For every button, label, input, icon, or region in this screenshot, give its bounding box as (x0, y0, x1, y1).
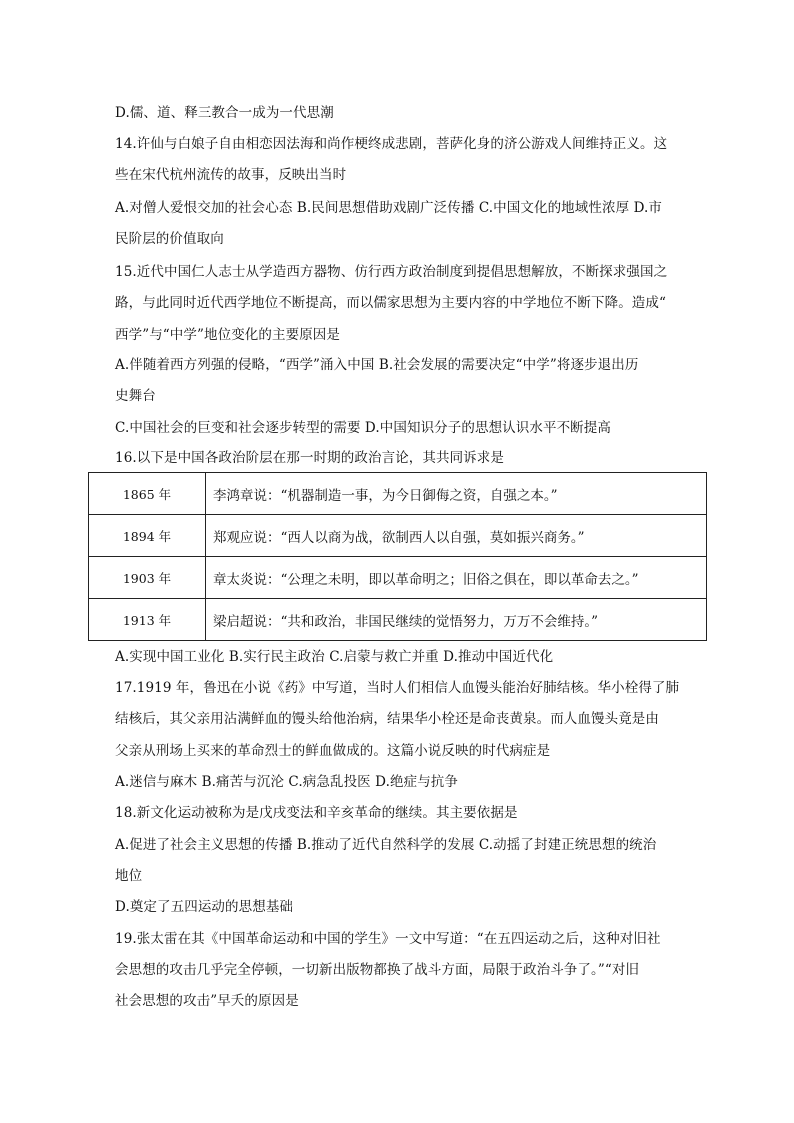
question-18-line-1: 18.新文化运动被称为是戊戌变法和辛亥革命的继续。其主要依据是 (115, 805, 518, 821)
option-line: D.儒、道、释三教合一成为一代思潮 (115, 105, 334, 121)
question-19-line-3: 社会思想的攻击”早夭的原因是 (115, 993, 299, 1009)
question-19-line-1: 19.张太雷在其《中国革命运动和中国的学生》一文中写道：“在五四运动之后，这种对旧社 (115, 931, 661, 947)
quote-cell: 章太炎说：“公理之未明，即以革命明之；旧俗之俱在，即以革命去之。” (206, 557, 707, 599)
question-14-line-2: 些在宋代杭州流传的故事，反映出当时 (115, 167, 347, 183)
question-17-options: A.迷信与麻木 B.痛苦与沉沦 C.病急乱投医 D.绝症与抗争 (115, 774, 458, 790)
question-15-line-2: 路，与此同时近代西学地位不断提高，而以儒家思想为主要内容的中学地位不断下降。造成“ (115, 295, 666, 311)
question-15-options-line-1: A.伴随着西方列强的侵略，“西学”涌入中国 B.社会发展的需要决定“中学”将逐步退出历 (115, 357, 639, 373)
table-row (89, 557, 707, 599)
table-row (89, 599, 707, 641)
question-18-options-line-1: A.促进了社会主义思想的传播 B.推动了近代自然科学的发展 C.动摇了封建正统思想的统治 (115, 837, 657, 853)
question-14-options-line-1: A.对僧人爱恨交加的社会心态 B.民间思想借助戏剧广泛传播 C.中国文化的地域性浓厚 D.市 (115, 200, 662, 216)
question-15-options-line-2: 史舞台 (115, 388, 156, 404)
question-14-line-1: 14.许仙与白娘子自由相恋因法海和尚作梗终成悲剧，菩萨化身的济公游戏人间维持正义。这 (115, 136, 668, 152)
quote-cell: 李鸿章说：“机器制造一事，为今日御侮之资，自强之本。” (206, 473, 707, 515)
question-16-options: A.实现中国工业化 B.实行民主政治 C.启蒙与救亡并重 D.推动中国近代化 (115, 649, 554, 665)
table-row (89, 473, 707, 515)
question-19-line-2: 会思想的攻击几乎完全停顿，一切新出版物都换了战斗方面，局限于政治斗争了。”“对旧 (115, 962, 640, 978)
quotes-table (88, 472, 707, 641)
question-18-options-line-2: 地位 (115, 868, 143, 884)
quote-cell: 梁启超说：“共和政治，非国民继续的觉悟努力，万万不会维持。” (206, 599, 707, 641)
question-18-options-line-3: D.奠定了五四运动的思想基础 (115, 899, 294, 915)
year-cell: 1865 年 (89, 473, 206, 515)
year-cell: 1894 年 (89, 515, 206, 557)
year-cell: 1913 年 (89, 599, 206, 641)
question-17-line-2: 结核后，其父亲用沾满鲜血的馒头给他治病，结果华小栓还是命丧黄泉。而人血馒头竟是由 (115, 711, 659, 727)
question-15-line-1: 15.近代中国仁人志士从学造西方器物、仿行西方政治制度到提倡思想解放，不断探求强国之 (115, 264, 668, 280)
year-cell: 1903 年 (89, 557, 206, 599)
question-14-options-line-2: 民阶层的价值取向 (115, 231, 224, 247)
quote-cell: 郑观应说：“西人以商为战，欲制西人以自强，莫如振兴商务。” (206, 515, 707, 557)
question-16-line-1: 16.以下是中国各政治阶层在那一时期的政治言论，其共同诉求是 (115, 450, 504, 466)
question-17-line-3: 父亲从刑场上买来的革命烈士的鲜血做成的。这篇小说反映的时代病症是 (115, 743, 551, 759)
question-15-line-3: 西学”与“中学”地位变化的主要原因是 (115, 327, 341, 343)
question-15-options-line-3: C.中国社会的巨变和社会逐步转型的需要 D.中国知识分子的思想认识水平不断提高 (115, 420, 611, 436)
table-row (89, 515, 707, 557)
question-17-line-1: 17.1919 年，鲁迅在小说《药》中写道，当时人们相信人血馒头能治好肺结核。华小栓得了肺 (115, 680, 680, 696)
